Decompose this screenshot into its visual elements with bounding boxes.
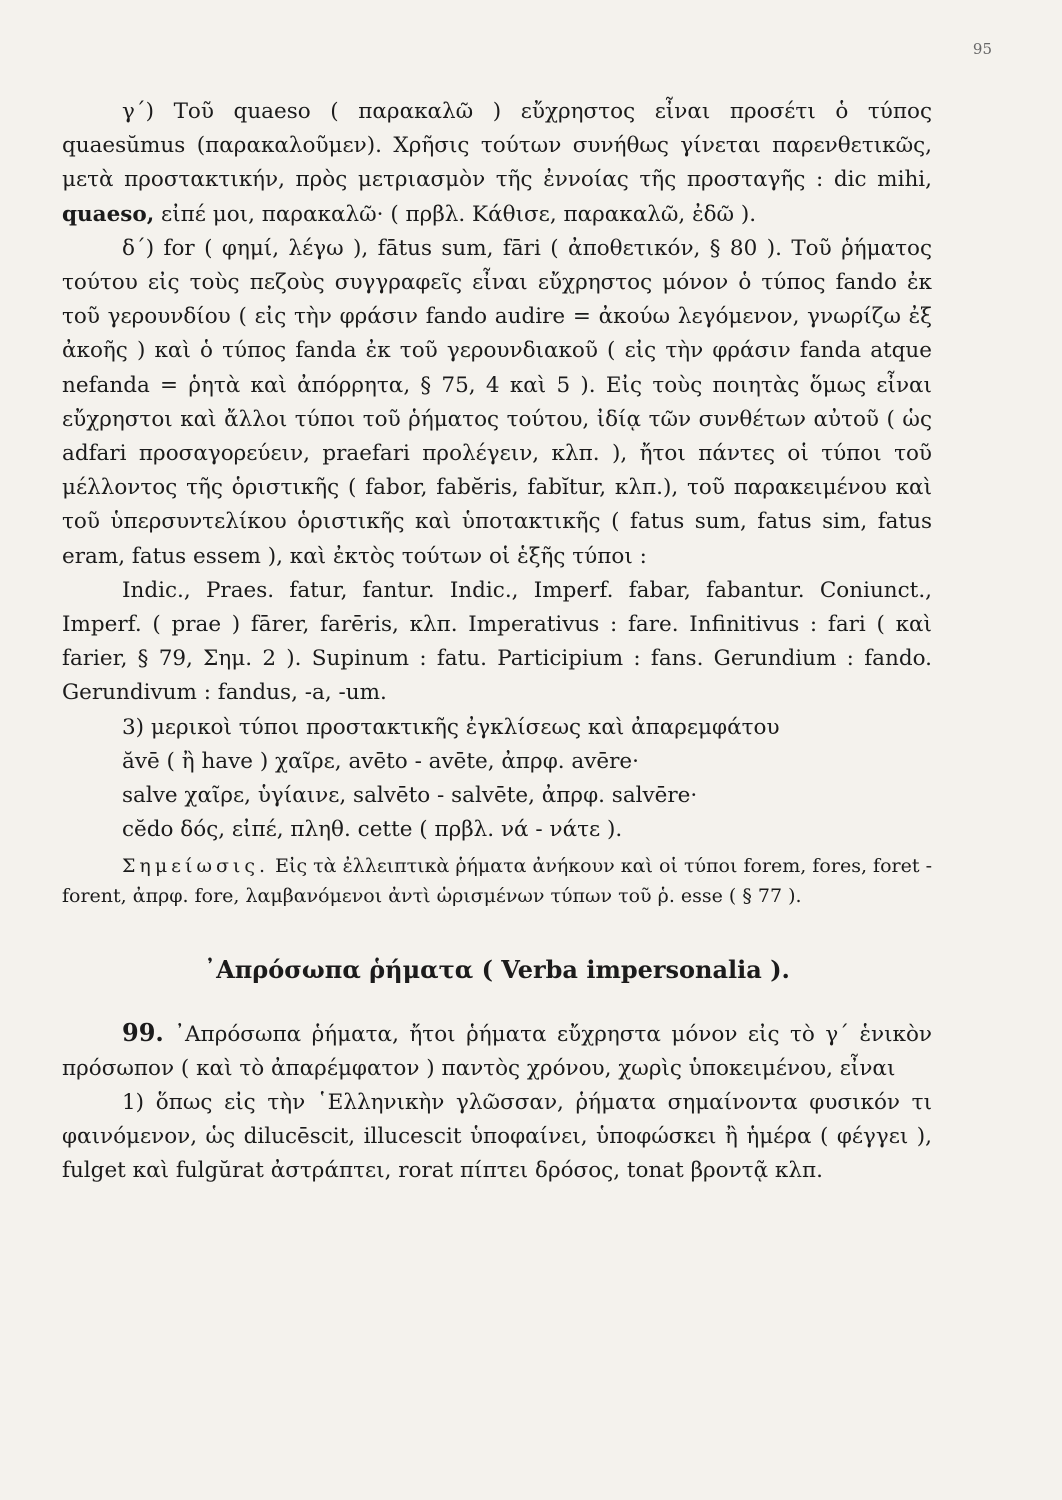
note-text: Εἰς τὰ ἐλλειπτικὰ ῥήματα ἀνήκουν καὶ οἱ τύποι forem, fores, foret - forent, ἀπρφ. fore, λαμβανόμενοι ἀντὶ ὡρισμένων τύπων τοῦ ῥ. esse ( § 77 ). [62, 855, 932, 908]
item-3-intro: 3) μερικοὶ τύποι προστακτικῆς ἐγκλίσεως καὶ ἀπαρεμφάτου [122, 714, 780, 740]
section-99-text: ᾿Απρόσωπα ῥήματα, ἤτοι ῥήματα εὔχρηστα μόνον εἰς τὸ γ΄ ἑνικὸν πρόσωπον ( καὶ τὸ ἀπαρέμφατον ) παντὸς χρόνου, χωρὶς ὑποκειμένου, εἶναι [62, 1021, 932, 1081]
item-1-paragraph: 1) ὅπως εἰς τὴν ῾Ελληνικὴν γλῶσσαν, ῥήματα σημαίνοντα φυσικόν τι φαινόμενον, ὡς dilucēscit, illucescit ὑποφαίνει, ὑποφώσκει ἢ ἡμέρα ( φέγγει ), fulget καὶ fulgŭrat ἀστράπτει, rorat πίπτει δρόσος, tonat βροντᾷ κλπ. [62, 1090, 932, 1184]
paragraph-forms: Indic., Praes. fatur, fantur. Indic., Imperf. fabar, fabantur. Coniunct., Imperf. ( prae ) fārer, farēris, κλπ. Imperativus : fare. Infinitivus : fari ( καὶ farier, § 79, Σημ. 2 ). Supinum : fatu. Participium : fans. Gerundium : fando. Gerundivum : fandus, -a, -um. [62, 577, 932, 706]
gamma-text-1: γ΄) Τοῦ quaeso ( παρακαλῶ ) εὔχρηστος εἶναι προσέτι ὁ τύπος quaesŭmus (παρακαλοῦμεν). Χρῆσις τούτων συνήθως γίνεται παρενθετικῶς, μετὰ προστακτικήν, πρὸς μετριασμὸν τῆς ἐννοίας τῆς προσταγῆς : dic mihi, [62, 99, 932, 193]
section-99-number: 99. [122, 1017, 164, 1047]
section-heading: ᾿Απρόσωπα ῥήματα ( Verba impersonalia ). [204, 955, 790, 985]
paragraph-delta: δ΄) for ( φημί, λέγω ), fātus sum, fāri ( ἀποθετικόν, § 80 ). Τοῦ ῥήματος τούτου εἰς τοὺς πεζοὺς συγγραφεῖς εἶναι εὔχρηστος μόνον ὁ τύπος fando ἐκ τοῦ γερουνδίου ( εἰς τὴν φράσιν fando audire = ἀκούω λεγόμενον, γνωρίζω ἐξ ἀκοῆς ) καὶ ὁ τύπος fanda ἐκ τοῦ γερουνδιακοῦ ( εἰς τὴν φράσιν fanda atque nefanda = ῥητὰ καὶ ἀπόρρητα, § 75, 4 καὶ 5 ). Εἰς τοὺς ποιητὰς ὅμως εἶναι εὔχρηστοι καὶ ἄλλοι τύποι τοῦ ῥήματος τούτου, ἰδίᾳ τῶν συνθέτων αὐτοῦ ( ὡς adfari προσαγορεύειν, praefari προλέγειν, κλπ. ), ἤτοι πάντες οἱ τύποι τοῦ μέλλοντος τῆς ὁριστικῆς ( fabor, fabĕris, fabĭtur, κλπ.), τοῦ παρακειμένου καὶ τοῦ ὑπερσυντελίκου ὁριστικῆς καὶ ὑποτακτικῆς ( fatus sum, fatus sim, fatus eram, fatus essem ), καὶ ἐκτὸς τούτων οἱ ἑξῆς τύποι : [62, 235, 932, 569]
note-paragraph [62, 851, 932, 911]
verb-cedo: cĕdo δός, εἰπέ, πληθ. cette ( πρβλ. νά - νάτε ). [122, 817, 623, 843]
section-99-paragraph [62, 1016, 932, 1086]
note-label: Σημείωσις. [122, 855, 270, 878]
verb-salve: salve χαῖρε, ὑγίαινε, salvēto - salvēte, ἀπρφ. salvēre· [122, 783, 698, 809]
paragraph-gamma [62, 95, 932, 232]
gamma-bold-quaeso: quaeso, [62, 201, 155, 227]
page-body [62, 95, 932, 1189]
page-number: 95 [972, 40, 992, 58]
gamma-text-2: εἰπέ μοι, παρακαλῶ· ( πρβλ. Κάθισε, παρακαλῶ, ἐδῶ ). [154, 201, 757, 227]
verb-ave: ăvē ( ἢ have ) χαῖρε, avēto - avēte, ἀπρφ. avēre· [122, 748, 639, 774]
